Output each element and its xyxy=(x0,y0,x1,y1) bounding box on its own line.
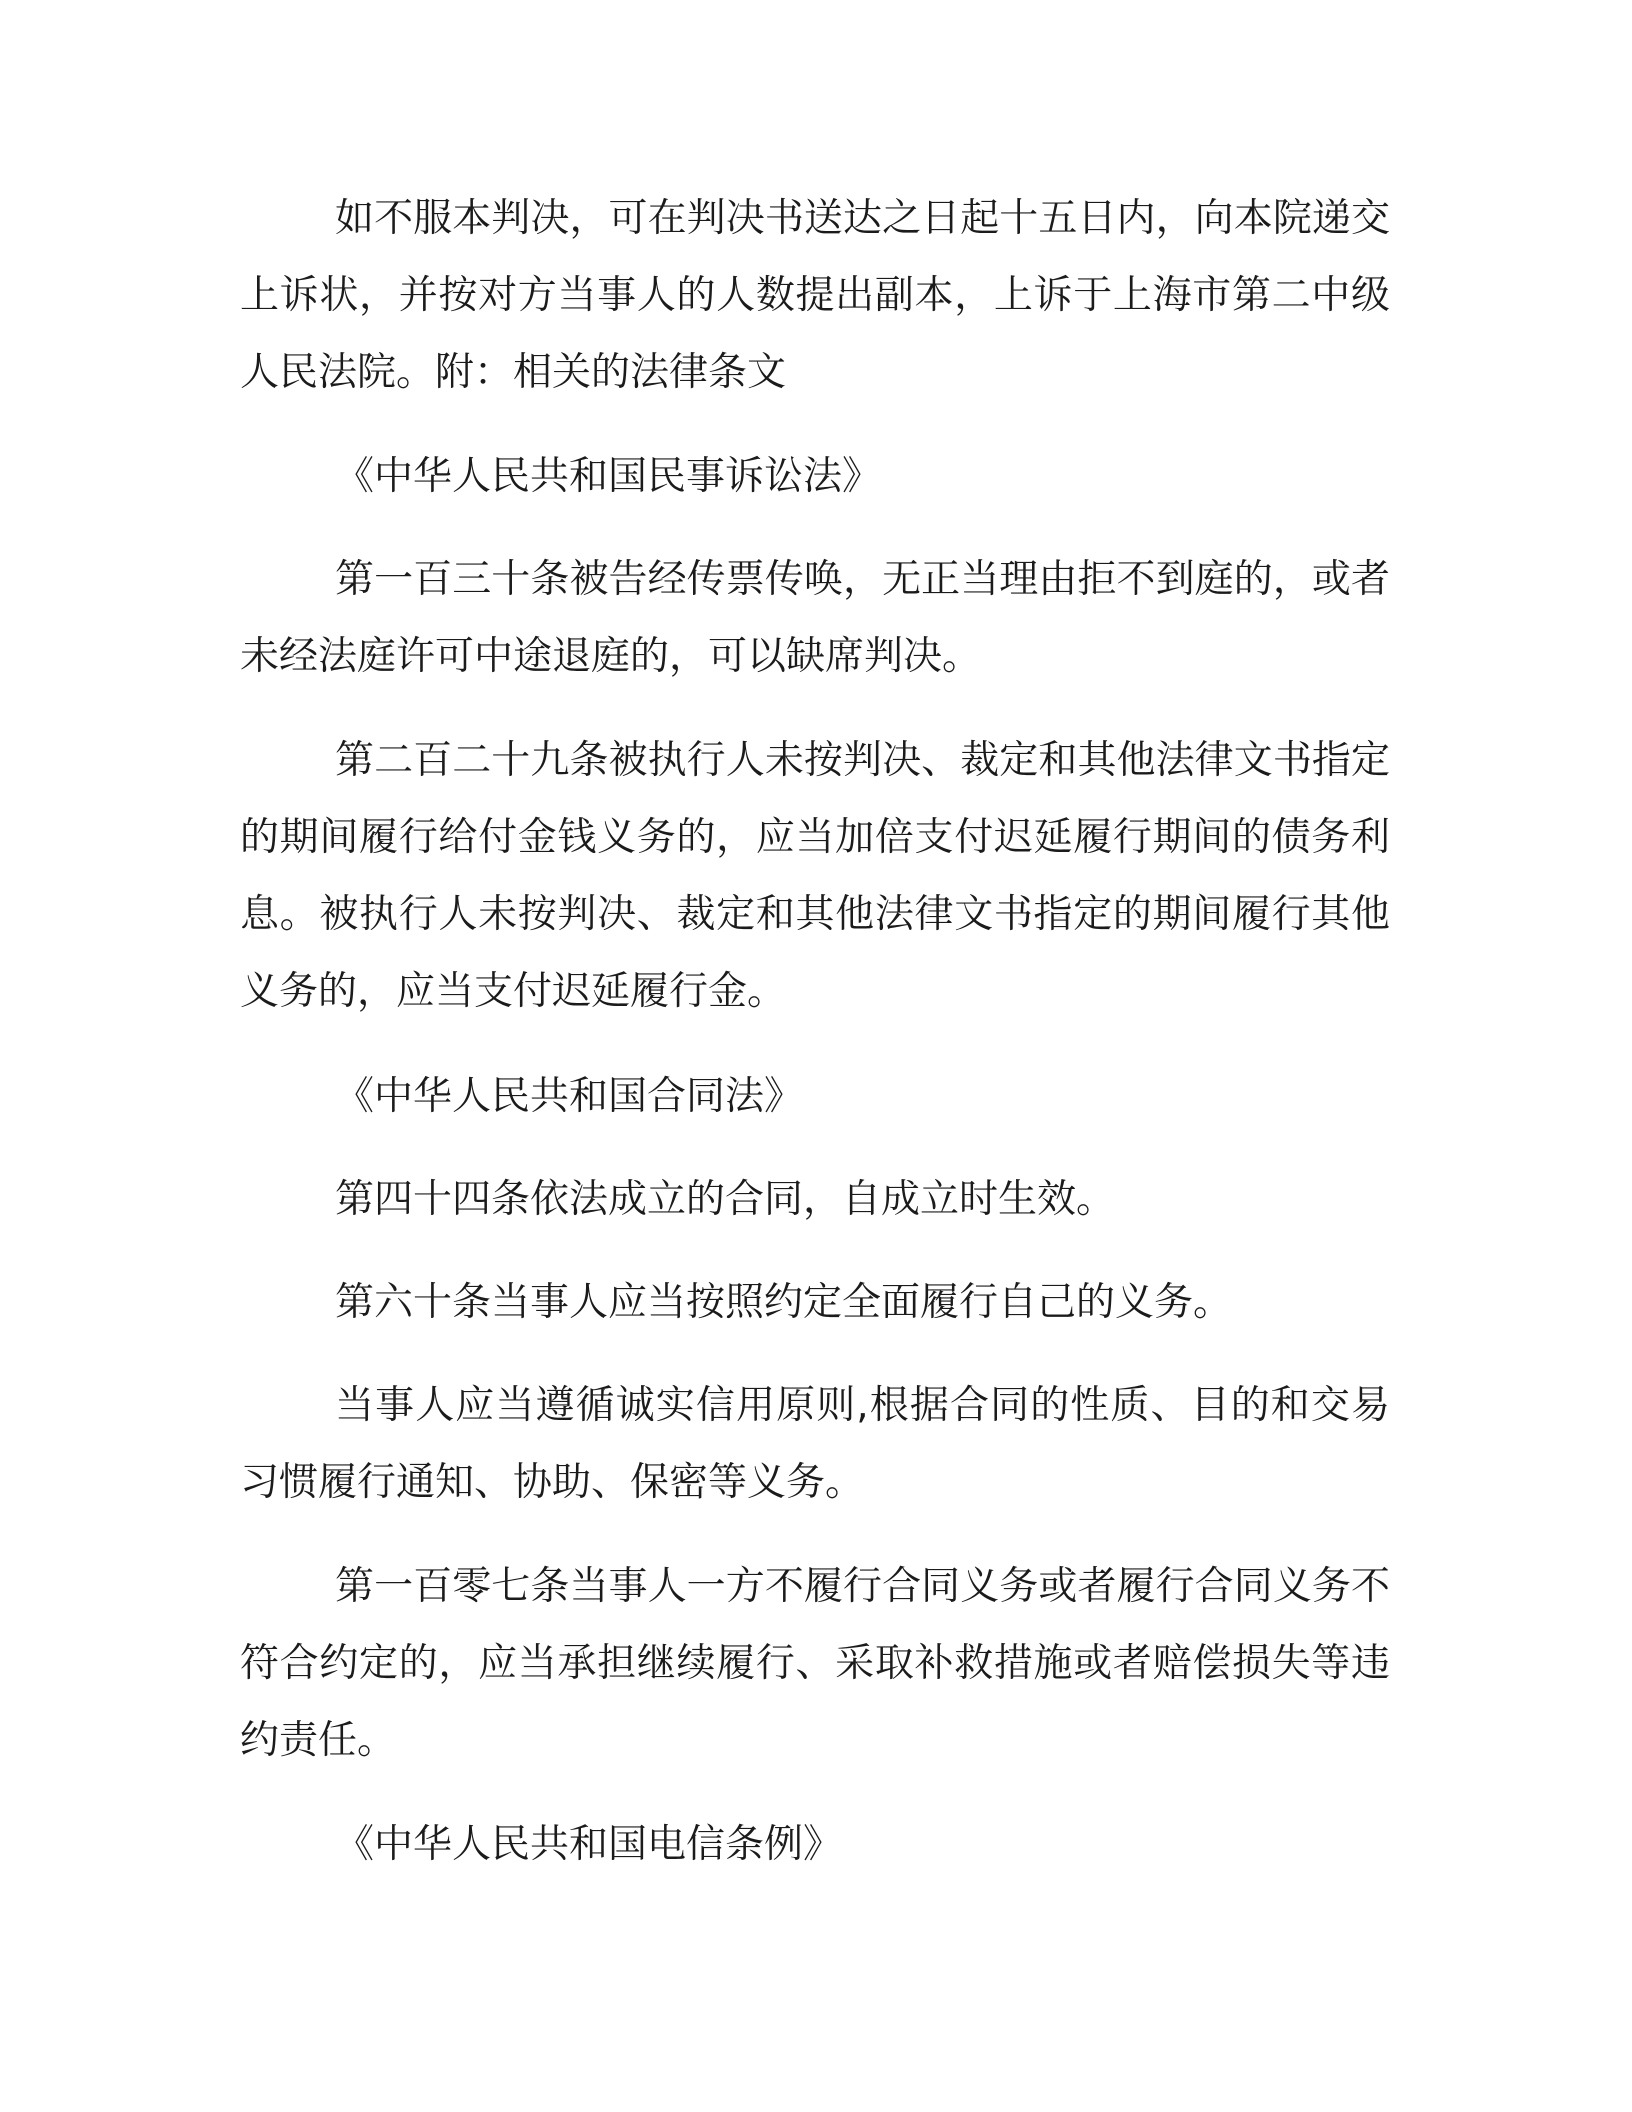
paragraph-article-60: 第六十条当事人应当按照约定全面履行自己的义务。 xyxy=(335,1280,1233,1325)
paragraph-article-107: 第一百零七条当事人一方不履行合同义务或者履行合同义务不符合约定的，应当承担继续履行、采取补救措施或者赔偿损失等违约责任。 xyxy=(240,1564,1390,1763)
paragraph-article-229: 第二百二十九条被执行人未按判决、裁定和其他法律文书指定的期间履行给付金钱义务的，应当加倍支付迟延履行期间的债务利息。被执行人未按判决、裁定和其他法律文书指定的期间履行其他义务的，应当支付迟延履行金。 xyxy=(240,738,1390,1014)
heading-civil-procedure-law: 《中华人民共和国民事诉讼法》 xyxy=(335,454,882,499)
paragraph-article-130: 第一百三十条被告经传票传唤，无正当理由拒不到庭的，或者未经法庭许可中途退庭的，可以缺席判决。 xyxy=(240,557,1390,679)
heading-contract-law: 《中华人民共和国合同法》 xyxy=(335,1074,804,1119)
paragraph-article-44: 第四十四条依法成立的合同，自成立时生效。 xyxy=(335,1177,1116,1222)
paragraph-good-faith: 当事人应当遵循诚实信用原则,根据合同的性质、目的和交易习惯履行通知、协助、保密等义务。 xyxy=(240,1383,1390,1505)
paragraph-appeal-notice: 如不服本判决，可在判决书送达之日起十五日内，向本院递交上诉状，并按对方当事人的人数提出副本，上诉于上海市第二中级人民法院。附：相关的法律条文 xyxy=(240,196,1390,395)
heading-telecom-regulations: 《中华人民共和国电信条例》 xyxy=(335,1822,843,1867)
